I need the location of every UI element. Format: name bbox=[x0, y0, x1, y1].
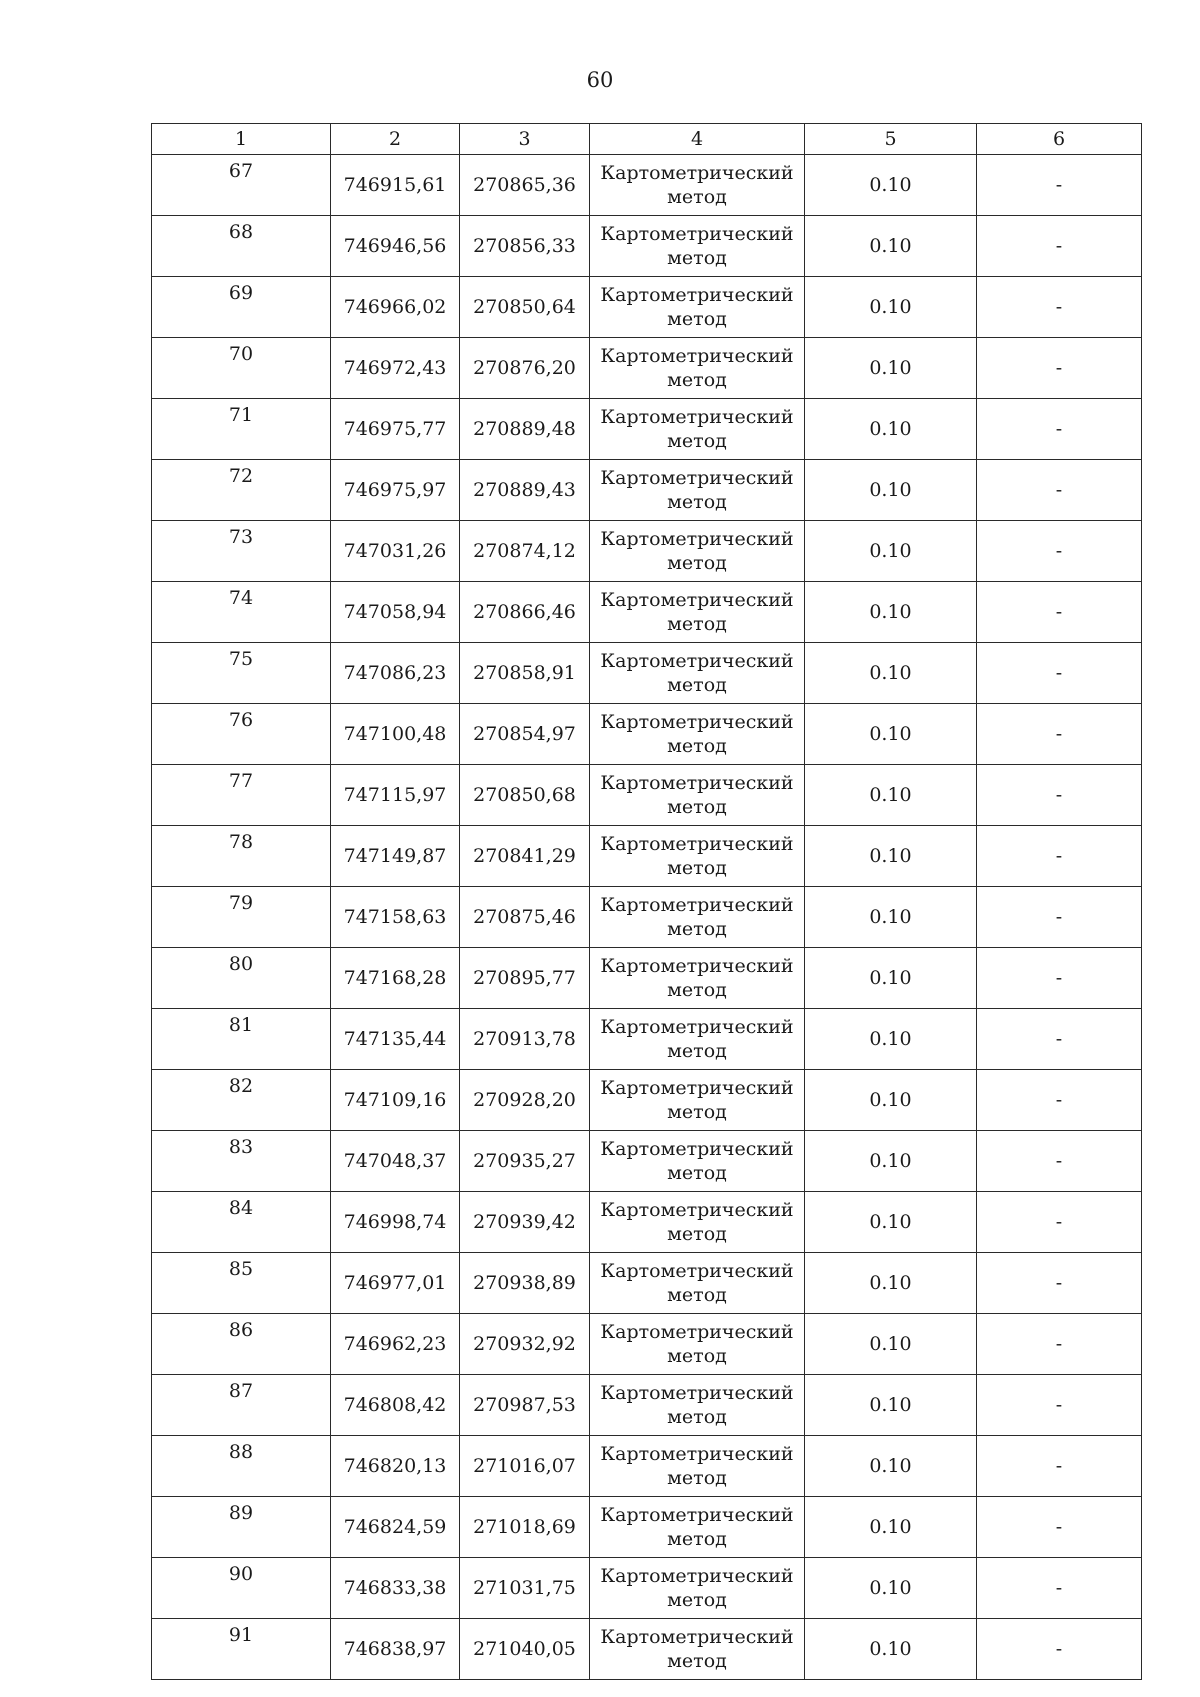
table-row bbox=[152, 582, 1142, 643]
precision-cell: 0.10 bbox=[805, 765, 977, 826]
precision-cell: 0.10 bbox=[805, 521, 977, 582]
note-cell: - bbox=[977, 1558, 1142, 1619]
point-number-cell: 79 bbox=[152, 887, 331, 948]
note-cell: - bbox=[977, 643, 1142, 704]
note-cell: - bbox=[977, 887, 1142, 948]
point-number-cell: 82 bbox=[152, 1070, 331, 1131]
method-line-1: Картометрический bbox=[600, 1626, 794, 1648]
coord-x-cell: 746975,77 bbox=[331, 399, 460, 460]
method-line-2: метод bbox=[667, 491, 727, 513]
point-number-cell: 81 bbox=[152, 1009, 331, 1070]
method-cell bbox=[590, 1131, 805, 1192]
method-line-1: Картометрический bbox=[600, 833, 794, 855]
note-cell: - bbox=[977, 582, 1142, 643]
point-number-cell: 74 bbox=[152, 582, 331, 643]
precision-cell: 0.10 bbox=[805, 1314, 977, 1375]
method-line-1: Картометрический bbox=[600, 406, 794, 428]
method-line-1: Картометрический bbox=[600, 1504, 794, 1526]
coord-y-cell: 270932,92 bbox=[460, 1314, 590, 1375]
method-cell bbox=[590, 338, 805, 399]
method-line-1: Картометрический bbox=[600, 894, 794, 916]
precision-cell: 0.10 bbox=[805, 582, 977, 643]
coord-x-cell: 747115,97 bbox=[331, 765, 460, 826]
coord-x-cell: 746824,59 bbox=[331, 1497, 460, 1558]
precision-cell: 0.10 bbox=[805, 399, 977, 460]
point-number-cell: 73 bbox=[152, 521, 331, 582]
coord-x-cell: 746808,42 bbox=[331, 1375, 460, 1436]
method-line-2: метод bbox=[667, 1406, 727, 1428]
coord-y-cell: 270987,53 bbox=[460, 1375, 590, 1436]
coord-x-cell: 747109,16 bbox=[331, 1070, 460, 1131]
note-cell: - bbox=[977, 338, 1142, 399]
header-col-4: 4 bbox=[590, 124, 805, 155]
coord-y-cell: 270889,48 bbox=[460, 399, 590, 460]
precision-cell: 0.10 bbox=[805, 277, 977, 338]
method-line-1: Картометрический bbox=[600, 650, 794, 672]
method-line-1: Картометрический bbox=[600, 1077, 794, 1099]
table-row bbox=[152, 1192, 1142, 1253]
method-line-2: метод bbox=[667, 1223, 727, 1245]
method-line-1: Картометрический bbox=[600, 1382, 794, 1404]
table-row bbox=[152, 1436, 1142, 1497]
point-number-cell: 87 bbox=[152, 1375, 331, 1436]
point-number-cell: 89 bbox=[152, 1497, 331, 1558]
note-cell: - bbox=[977, 948, 1142, 1009]
coord-x-cell: 746972,43 bbox=[331, 338, 460, 399]
method-cell bbox=[590, 399, 805, 460]
coord-x-cell: 746998,74 bbox=[331, 1192, 460, 1253]
method-cell bbox=[590, 1070, 805, 1131]
table-row bbox=[152, 704, 1142, 765]
note-cell: - bbox=[977, 399, 1142, 460]
method-cell bbox=[590, 704, 805, 765]
precision-cell: 0.10 bbox=[805, 338, 977, 399]
table-row bbox=[152, 155, 1142, 216]
coord-x-cell: 747100,48 bbox=[331, 704, 460, 765]
method-cell bbox=[590, 1558, 805, 1619]
coord-y-cell: 270858,91 bbox=[460, 643, 590, 704]
coord-x-cell: 747135,44 bbox=[331, 1009, 460, 1070]
method-line-1: Картометрический bbox=[600, 223, 794, 245]
point-number-cell: 83 bbox=[152, 1131, 331, 1192]
method-line-1: Картометрический bbox=[600, 589, 794, 611]
method-line-2: метод bbox=[667, 369, 727, 391]
method-cell bbox=[590, 277, 805, 338]
header-col-2: 2 bbox=[331, 124, 460, 155]
coord-x-cell: 746838,97 bbox=[331, 1619, 460, 1680]
coord-y-cell: 271031,75 bbox=[460, 1558, 590, 1619]
coord-y-cell: 270913,78 bbox=[460, 1009, 590, 1070]
method-line-1: Картометрический bbox=[600, 772, 794, 794]
coord-y-cell: 270895,77 bbox=[460, 948, 590, 1009]
table-row bbox=[152, 460, 1142, 521]
note-cell: - bbox=[977, 277, 1142, 338]
point-number-cell: 90 bbox=[152, 1558, 331, 1619]
method-cell bbox=[590, 521, 805, 582]
precision-cell: 0.10 bbox=[805, 1375, 977, 1436]
method-line-2: метод bbox=[667, 186, 727, 208]
precision-cell: 0.10 bbox=[805, 1497, 977, 1558]
method-line-1: Картометрический bbox=[600, 284, 794, 306]
coord-x-cell: 746975,97 bbox=[331, 460, 460, 521]
method-cell bbox=[590, 1192, 805, 1253]
method-line-2: метод bbox=[667, 1040, 727, 1062]
note-cell: - bbox=[977, 460, 1142, 521]
method-cell bbox=[590, 1619, 805, 1680]
table-header bbox=[152, 124, 1142, 155]
precision-cell: 0.10 bbox=[805, 1436, 977, 1497]
table-row bbox=[152, 1009, 1142, 1070]
method-line-1: Картометрический bbox=[600, 1321, 794, 1343]
coord-x-cell: 746915,61 bbox=[331, 155, 460, 216]
method-cell bbox=[590, 1009, 805, 1070]
method-line-2: метод bbox=[667, 308, 727, 330]
table-row bbox=[152, 887, 1142, 948]
header-row bbox=[152, 124, 1142, 155]
coord-x-cell: 747086,23 bbox=[331, 643, 460, 704]
note-cell: - bbox=[977, 521, 1142, 582]
header-col-3: 3 bbox=[460, 124, 590, 155]
precision-cell: 0.10 bbox=[805, 1070, 977, 1131]
point-number-cell: 76 bbox=[152, 704, 331, 765]
coord-y-cell: 270841,29 bbox=[460, 826, 590, 887]
method-line-2: метод bbox=[667, 857, 727, 879]
precision-cell: 0.10 bbox=[805, 1131, 977, 1192]
precision-cell: 0.10 bbox=[805, 887, 977, 948]
method-line-1: Картометрический bbox=[600, 162, 794, 184]
coord-y-cell: 271016,07 bbox=[460, 1436, 590, 1497]
method-line-2: метод bbox=[667, 1467, 727, 1489]
coord-x-cell: 747058,94 bbox=[331, 582, 460, 643]
precision-cell: 0.10 bbox=[805, 216, 977, 277]
header-col-5: 5 bbox=[805, 124, 977, 155]
method-cell bbox=[590, 887, 805, 948]
method-cell bbox=[590, 765, 805, 826]
table-row bbox=[152, 1253, 1142, 1314]
note-cell: - bbox=[977, 1497, 1142, 1558]
method-cell bbox=[590, 216, 805, 277]
note-cell: - bbox=[977, 1314, 1142, 1375]
note-cell: - bbox=[977, 1619, 1142, 1680]
point-number-cell: 84 bbox=[152, 1192, 331, 1253]
coord-y-cell: 271040,05 bbox=[460, 1619, 590, 1680]
page-number: 60 bbox=[586, 68, 614, 92]
note-cell: - bbox=[977, 155, 1142, 216]
point-number-cell: 68 bbox=[152, 216, 331, 277]
method-cell bbox=[590, 1436, 805, 1497]
table-row bbox=[152, 1131, 1142, 1192]
point-number-cell: 69 bbox=[152, 277, 331, 338]
coord-x-cell: 746833,38 bbox=[331, 1558, 460, 1619]
note-cell: - bbox=[977, 1070, 1142, 1131]
precision-cell: 0.10 bbox=[805, 826, 977, 887]
method-line-1: Картометрический bbox=[600, 1260, 794, 1282]
method-line-1: Картометрический bbox=[600, 955, 794, 977]
table-row bbox=[152, 338, 1142, 399]
method-line-1: Картометрический bbox=[600, 467, 794, 489]
coord-y-cell: 270875,46 bbox=[460, 887, 590, 948]
table-row bbox=[152, 1619, 1142, 1680]
coord-x-cell: 747031,26 bbox=[331, 521, 460, 582]
precision-cell: 0.10 bbox=[805, 1619, 977, 1680]
point-number-cell: 77 bbox=[152, 765, 331, 826]
method-line-1: Картометрический bbox=[600, 1565, 794, 1587]
coord-y-cell: 270865,36 bbox=[460, 155, 590, 216]
table-row bbox=[152, 399, 1142, 460]
precision-cell: 0.10 bbox=[805, 155, 977, 216]
precision-cell: 0.10 bbox=[805, 1009, 977, 1070]
method-line-1: Картометрический bbox=[600, 1199, 794, 1221]
method-line-2: метод bbox=[667, 1650, 727, 1672]
coord-y-cell: 270854,97 bbox=[460, 704, 590, 765]
header-col-1: 1 bbox=[152, 124, 331, 155]
method-line-2: метод bbox=[667, 430, 727, 452]
method-line-1: Картометрический bbox=[600, 345, 794, 367]
note-cell: - bbox=[977, 1253, 1142, 1314]
point-number-cell: 80 bbox=[152, 948, 331, 1009]
coord-x-cell: 746966,02 bbox=[331, 277, 460, 338]
table-row bbox=[152, 948, 1142, 1009]
note-cell: - bbox=[977, 765, 1142, 826]
method-cell bbox=[590, 1375, 805, 1436]
coord-y-cell: 270866,46 bbox=[460, 582, 590, 643]
point-number-cell: 75 bbox=[152, 643, 331, 704]
method-line-2: метод bbox=[667, 1589, 727, 1611]
point-number-cell: 70 bbox=[152, 338, 331, 399]
coord-y-cell: 271018,69 bbox=[460, 1497, 590, 1558]
method-line-1: Картометрический bbox=[600, 1138, 794, 1160]
method-line-2: метод bbox=[667, 613, 727, 635]
note-cell: - bbox=[977, 1009, 1142, 1070]
table-row bbox=[152, 277, 1142, 338]
coord-y-cell: 270850,64 bbox=[460, 277, 590, 338]
coord-x-cell: 747168,28 bbox=[331, 948, 460, 1009]
method-line-2: метод bbox=[667, 1284, 727, 1306]
coord-x-cell: 746820,13 bbox=[331, 1436, 460, 1497]
point-number-cell: 67 bbox=[152, 155, 331, 216]
coord-y-cell: 270850,68 bbox=[460, 765, 590, 826]
method-line-2: метод bbox=[667, 1345, 727, 1367]
precision-cell: 0.10 bbox=[805, 1253, 977, 1314]
coord-x-cell: 746962,23 bbox=[331, 1314, 460, 1375]
point-number-cell: 91 bbox=[152, 1619, 331, 1680]
coord-y-cell: 270928,20 bbox=[460, 1070, 590, 1131]
coordinates-table bbox=[151, 123, 1142, 1680]
table-row bbox=[152, 1070, 1142, 1131]
method-cell bbox=[590, 155, 805, 216]
coord-y-cell: 270939,42 bbox=[460, 1192, 590, 1253]
coord-x-cell: 747158,63 bbox=[331, 887, 460, 948]
header-col-6: 6 bbox=[977, 124, 1142, 155]
method-cell bbox=[590, 1314, 805, 1375]
method-cell bbox=[590, 582, 805, 643]
method-line-2: метод bbox=[667, 1101, 727, 1123]
table-row bbox=[152, 216, 1142, 277]
table-row bbox=[152, 1314, 1142, 1375]
table-row bbox=[152, 765, 1142, 826]
table-row bbox=[152, 1375, 1142, 1436]
method-line-2: метод bbox=[667, 1162, 727, 1184]
coord-y-cell: 270874,12 bbox=[460, 521, 590, 582]
point-number-cell: 71 bbox=[152, 399, 331, 460]
method-line-2: метод bbox=[667, 552, 727, 574]
note-cell: - bbox=[977, 826, 1142, 887]
method-line-2: метод bbox=[667, 918, 727, 940]
method-cell bbox=[590, 826, 805, 887]
coord-y-cell: 270876,20 bbox=[460, 338, 590, 399]
coord-y-cell: 270935,27 bbox=[460, 1131, 590, 1192]
note-cell: - bbox=[977, 1436, 1142, 1497]
method-line-2: метод bbox=[667, 735, 727, 757]
point-number-cell: 85 bbox=[152, 1253, 331, 1314]
table-row bbox=[152, 1497, 1142, 1558]
point-number-cell: 78 bbox=[152, 826, 331, 887]
method-line-1: Картометрический bbox=[600, 1443, 794, 1465]
coord-y-cell: 270938,89 bbox=[460, 1253, 590, 1314]
method-line-1: Картометрический bbox=[600, 1016, 794, 1038]
table-row bbox=[152, 1558, 1142, 1619]
coord-x-cell: 747149,87 bbox=[331, 826, 460, 887]
table-body bbox=[152, 155, 1142, 1680]
method-cell bbox=[590, 643, 805, 704]
method-cell bbox=[590, 1497, 805, 1558]
precision-cell: 0.10 bbox=[805, 643, 977, 704]
coord-x-cell: 746977,01 bbox=[331, 1253, 460, 1314]
table-row bbox=[152, 521, 1142, 582]
method-line-2: метод bbox=[667, 1528, 727, 1550]
point-number-cell: 88 bbox=[152, 1436, 331, 1497]
note-cell: - bbox=[977, 1192, 1142, 1253]
table-row bbox=[152, 643, 1142, 704]
precision-cell: 0.10 bbox=[805, 704, 977, 765]
note-cell: - bbox=[977, 1131, 1142, 1192]
method-cell bbox=[590, 460, 805, 521]
method-cell bbox=[590, 1253, 805, 1314]
method-line-2: метод bbox=[667, 796, 727, 818]
method-line-2: метод bbox=[667, 979, 727, 1001]
method-line-2: метод bbox=[667, 674, 727, 696]
precision-cell: 0.10 bbox=[805, 1192, 977, 1253]
precision-cell: 0.10 bbox=[805, 1558, 977, 1619]
method-cell bbox=[590, 948, 805, 1009]
method-line-1: Картометрический bbox=[600, 711, 794, 733]
point-number-cell: 86 bbox=[152, 1314, 331, 1375]
point-number-cell: 72 bbox=[152, 460, 331, 521]
coord-y-cell: 270889,43 bbox=[460, 460, 590, 521]
precision-cell: 0.10 bbox=[805, 460, 977, 521]
coord-y-cell: 270856,33 bbox=[460, 216, 590, 277]
table-row bbox=[152, 826, 1142, 887]
method-line-2: метод bbox=[667, 247, 727, 269]
precision-cell: 0.10 bbox=[805, 948, 977, 1009]
method-line-1: Картометрический bbox=[600, 528, 794, 550]
note-cell: - bbox=[977, 216, 1142, 277]
note-cell: - bbox=[977, 704, 1142, 765]
coord-x-cell: 746946,56 bbox=[331, 216, 460, 277]
note-cell: - bbox=[977, 1375, 1142, 1436]
coord-x-cell: 747048,37 bbox=[331, 1131, 460, 1192]
